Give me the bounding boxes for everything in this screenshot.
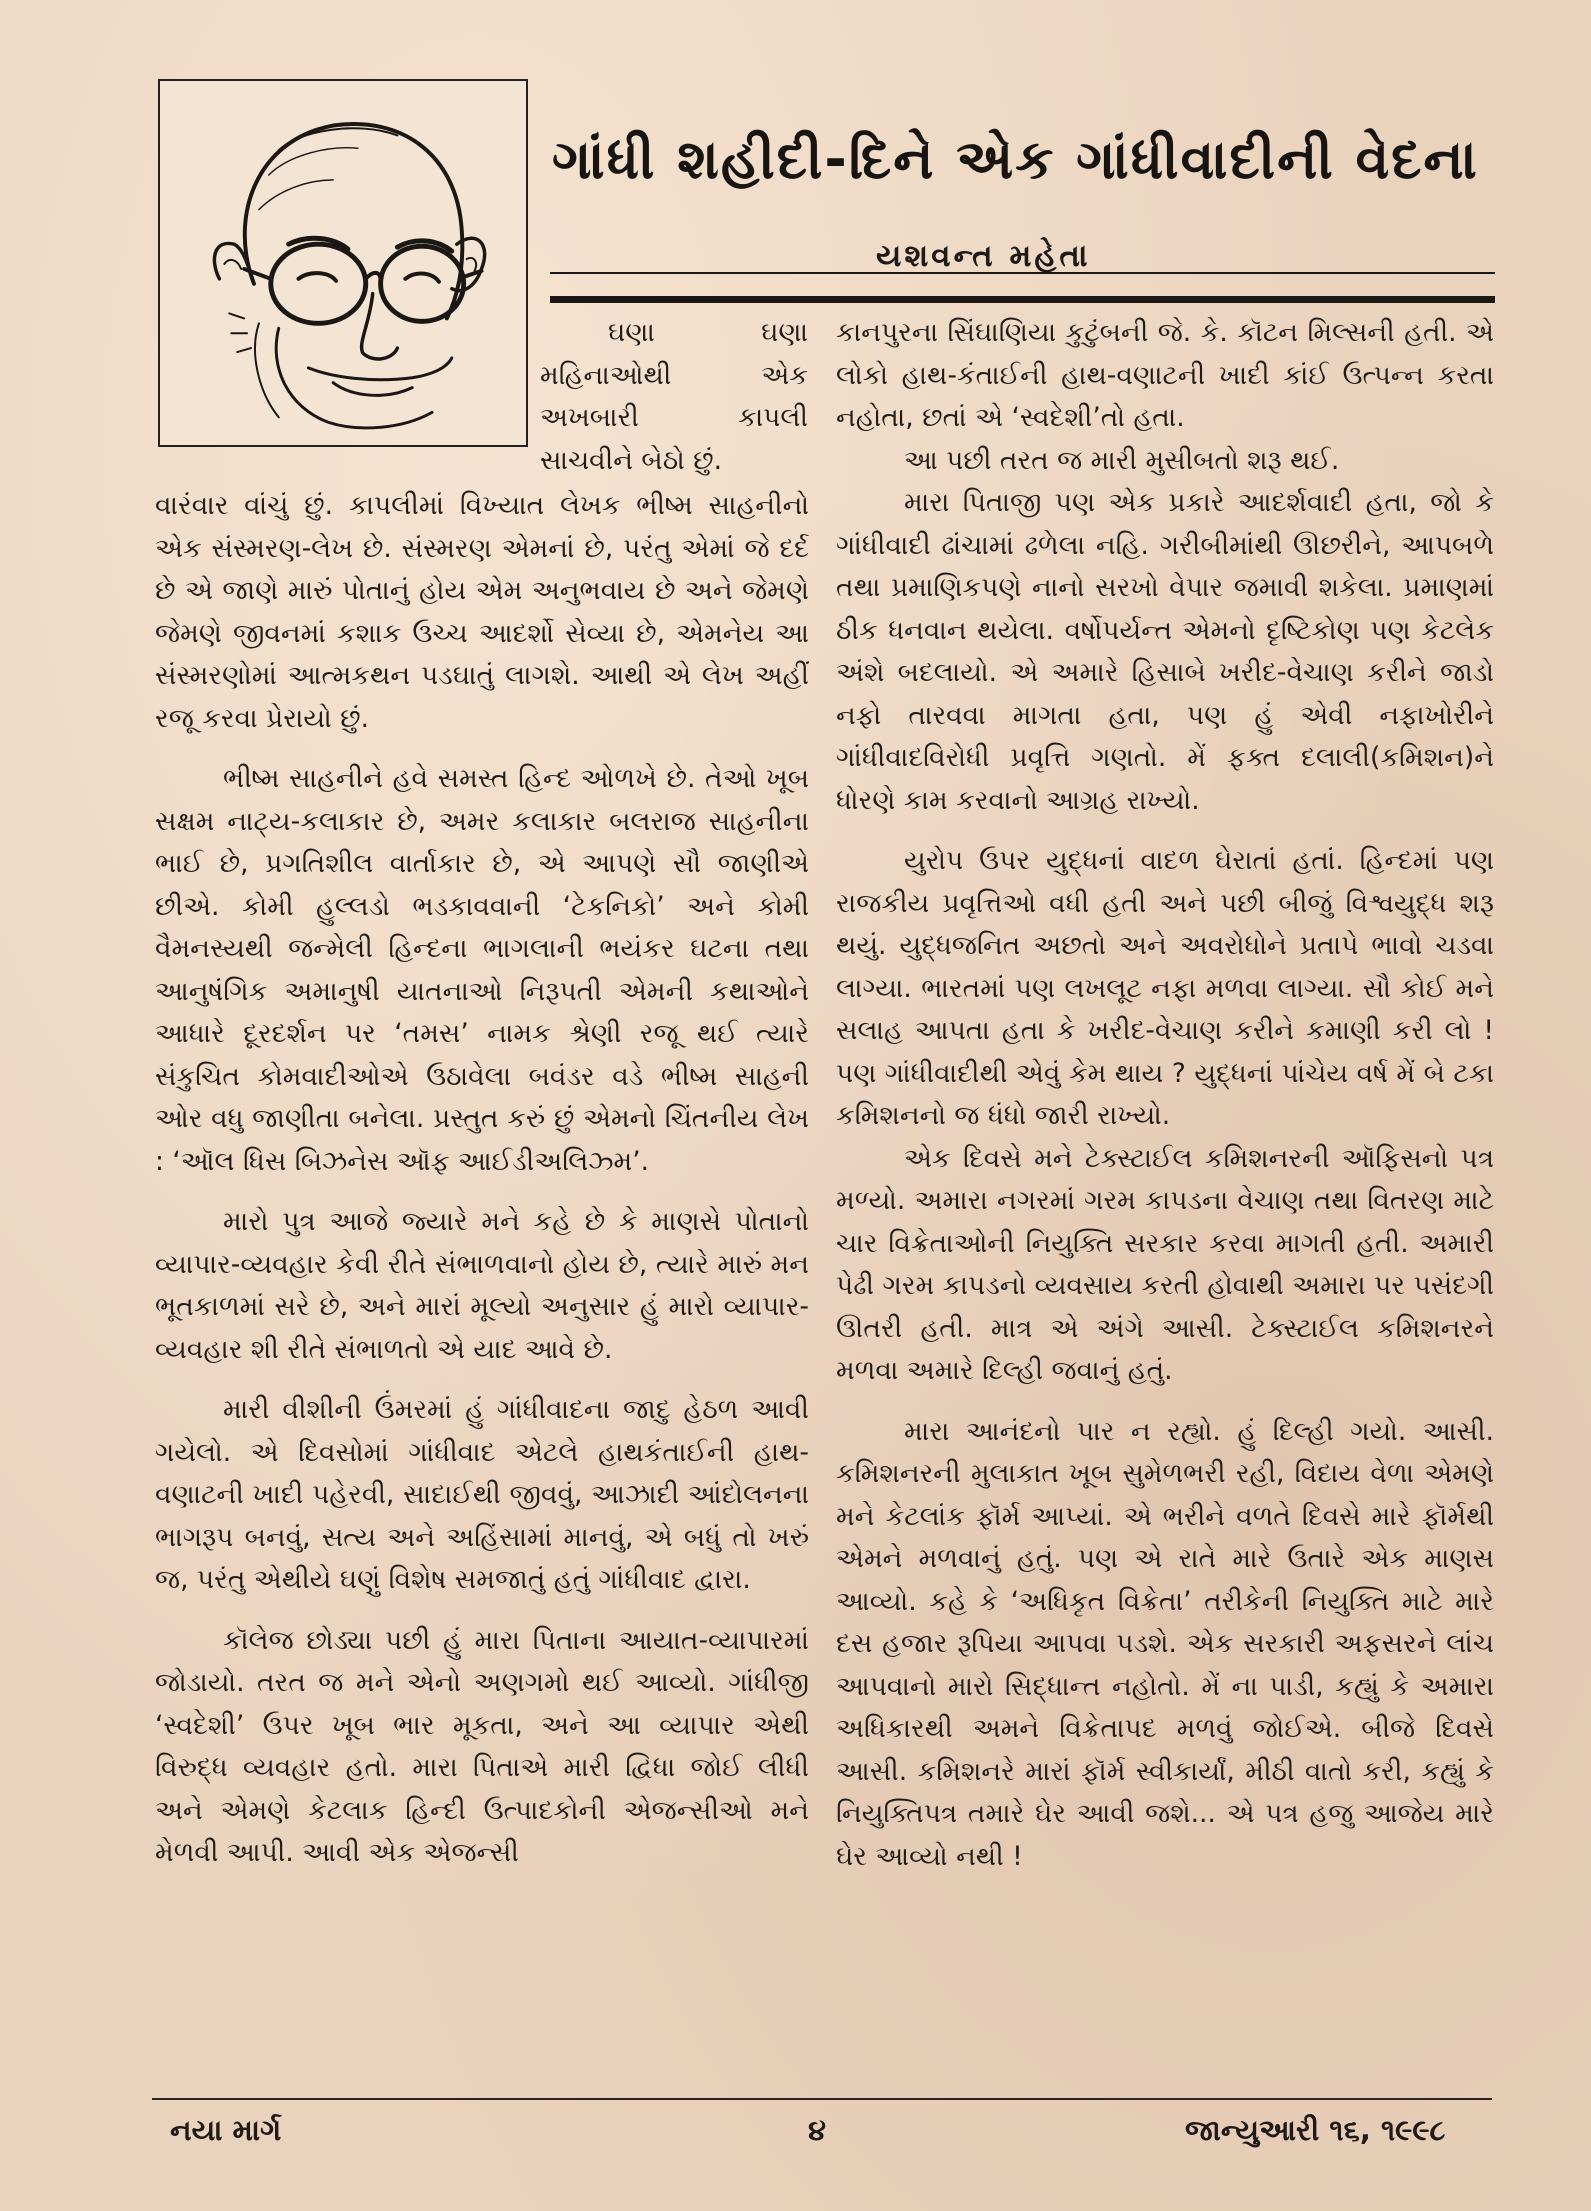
- right-column: [836, 312, 1494, 1878]
- issue-date: જાન્યુઆરી ૧૬, ૧૯૯૮: [1185, 2113, 1446, 2147]
- paragraph: આ પછી તરત જ મારી મુસીબતો શરૂ થઈ.: [904, 444, 1340, 476]
- paragraph: મારા આનંદનો પાર ન રહ્યો. હું દિલ્હી ગયો. આસી. કમિશનરની મુલાકાત ખૂબ સુમેળભરી રહી, વિદાય વેળા એમણે મને કેટલાંક ફૉર્મ આપ્યાં. એ ભરીને વળતે દિવસે મારે ફૉર્મથી એમને મળવાનું હતું. પણ એ રાતે મારે ઉતારે એક માણસ આવ્યો. કહે કે ‘અધિકૃત વિક્રેતા’ તરીકેની નિયુક્તિ માટે મારે દસ હજાર રૂપિયા આપવા પડશે. એક સરકારી અફસરને લાંચ આપવાનો મારો સિદ્ધાન્ત નહોતો. મેં ના પાડી, કહ્યું કે અમારા અધિકારથી અમને વિક્રેતાપદ મળવું જોઈએ. બીજે દિવસે આસી. કમિશનરે મારાં ફૉર્મ સ્વીકાર્યાં, મીઠી વાતો કરી, કહ્યું કે નિયુક્તિપત્ર તમારે ઘેર આવી જશે... એ પત્ર હજુ આજેય મારે ઘેર આવ્યો નથી !: [836, 1415, 1494, 1872]
- article-title: ગાંધી શહીદી-દિને એક ગાંધીવાદીની વેદના: [552, 128, 1479, 191]
- gandhi-sketch-icon: [160, 81, 526, 445]
- title-rule-thick: [550, 296, 1495, 303]
- paragraph: યુરોપ ઉપર યુદ્ધનાં વાદળ ઘેરાતાં હતાં. હિન્દમાં પણ રાજકીય પ્રવૃત્તિઓ વધી હતી અને પછી બીજું વિશ્વયુદ્ધ શરૂ થયું. યુદ્ધજનિત અછતો અને અવરોધોને પ્રતાપે ભાવો ચડવા લાગ્યા. ભારતમાં પણ લખલૂટ નફા મળવા લાગ્યા. સૌ કોઈ મને સલાહ આપતા હતા કે ખરીદ-વેચાણ કરીને કમાણી કરી લો ! પણ ગાંધીવાદીથી એવું કેમ થાય ? યુદ્ધનાં પાંચેય વર્ષ મેં બે ટકા કમિશનનો જ ધંધો જારી રાખ્યો.: [836, 845, 1494, 1131]
- opening-paragraph: ઘણા ઘણા મહિનાઓથી એક અખબારી કાપલી સાચવીને બેઠો છું.: [540, 317, 808, 476]
- portrait-illustration: [158, 79, 528, 447]
- paragraph: ભીષ્મ સાહનીને હવે સમસ્ત હિન્દ ઓળખે છે. તેઓ ખૂબ સક્ષમ નાટ્ય-કલાકાર છે, અમર કલાકાર બલરાજ સાહનીના ભાઈ છે, પ્રગતિશીલ વાર્તાકાર છે, એ આપણે સૌ જાણીએ છીએ. કોમી હુલ્લડો ભડકાવવાની ‘ટેકનિકો’ અને કોમી વૈમનસ્યથી જન્મેલી હિન્દના ભાગલાની ભયંકર ઘટના તથા આનુષંગિક અમાનુષી યાતનાઓ નિરૂપતી એમની કથાઓને આધારે દૂરદર્શન પર ‘તમસ’ નામક શ્રેણી રજૂ થઈ ત્યારે સંકુચિત કોમવાદીઓએ ઉઠાવેલા બવંડર વડે ભીષ્મ સાહની ઓર વધુ જાણીતા બનેલા. પ્રસ્તુત કરું છું એમનો ચિંતનીય લેખ : ‘ઑલ ધિસ બિઝનેસ ઑફ આઈડીઅલિઝ્મ’.: [155, 763, 809, 1177]
- left-column: [155, 485, 809, 1875]
- paragraph: મારા પિતાજી પણ એક પ્રકારે આદર્શવાદી હતા, જો કે ગાંધીવાદી ઢાંચામાં ઢળેલા નહિ. ગરીબીમાંથી ઊછરીને, આપબળે તથા પ્રમાણિકપણે નાનો સરખો વેપાર જમાવી શકેલા. પ્રમાણમાં ઠીક ધનવાન થયેલા. વર્ષોપર્યન્ત એમનો દૃષ્ટિકોણ પણ કેટલેક અંશે બદલાયો. એ અમારે હિસાબે ખરીદ-વેચાણ કરીને જાડો નફો તારવવા માગતા હતા, પણ હું એવી નફાખોરીને ગાંધીવાદવિરોધી પ્રવૃત્તિ ગણતો. મેં ફક્ત દલાલી(કમિશન)ને ધોરણે કામ કરવાનો આગ્રહ રાખ્યો.: [836, 487, 1494, 816]
- footer-rule: [152, 2098, 1492, 2100]
- paragraph: મારી વીશીની ઉંમરમાં હું ગાંધીવાદના જાદુ હેઠળ આવી ગયેલો. એ દિવસોમાં ગાંધીવાદ એટલે હાથકંતાઈની હાથ-વણાટની ખાદી પહેરવી, સાદાઈથી જીવવું, આઝાદી આંદોલનના ભાગરૂપ બનવું, સત્ય અને અહિંસામાં માનવું, એ બધું તો ખરું જ, પરંતુ એથીયે ઘણું વિશેષ સમજાતું હતું ગાંધીવાદ દ્વારા.: [155, 1394, 809, 1595]
- article-author: યશવન્ત મહેતા: [876, 238, 1091, 274]
- paragraph: એક દિવસે મને ટેક્સ્ટાઈલ કમિશનરની ઑફિસનો પત્ર મળ્યો. અમારા નગરમાં ગરમ કાપડના વેચાણ તથા વિતરણ માટે ચાર વિક્રેતાઓની નિયુક્તિ સરકાર કરવા માગતી હતી. અમારી પેઢી ગરમ કાપડનો વ્યવસાય કરતી હોવાથી અમારા પર પસંદગી ઊતરી હતી. માત્ર એ અંગે આસી. ટેક્સ્ટાઈલ કમિશનરને મળવા અમારે દિલ્હી જવાનું હતું.: [836, 1142, 1494, 1386]
- page-number: ૪: [808, 2113, 826, 2147]
- paragraph: મારો પુત્ર આજે જ્યારે મને કહે છે કે માણસે પોતાનો વ્યાપાર-વ્યવહાર કેવી રીતે સંભાળવાનો હોય છે, ત્યારે મારું મન ભૂતકાળમાં સરે છે, અને મારાં મૂલ્યો અનુસાર હું મારો વ્યાપાર-વ્યવહાર શી રીતે સંભાળતો એ યાદ આવે છે.: [155, 1206, 810, 1365]
- paragraph: કૉલેજ છોડ્યા પછી હું મારા પિતાના આયાત-વ્યાપારમાં જોડાયો. તરત જ મને એનો અણગમો થઈ આવ્યો. ગાંધીજી ‘સ્વદેશી’ ઉપર ખૂબ ભાર મૂકતા, અને આ વ્યાપાર એથી વિરુદ્ધ વ્યવહાર હતો. મારા પિતાએ મારી દ્વિધા જોઈ લીધી અને એમણે કેટલાક હિન્દી ઉત્પાદકોની એજન્સીઓ મને મેળવી આપી. આવી એક એજન્સી: [155, 1624, 809, 1868]
- magazine-name: નયા માર્ગ: [170, 2113, 282, 2147]
- paragraph: વારંવાર વાંચું છું. કાપલીમાં વિખ્યાત લેખક ભીષ્મ સાહનીનો એક સંસ્મરણ-લેખ છે. સંસ્મરણ એમનાં છે, પરંતુ એમાં જે દર્દ છે એ જાણે મારું પોતાનું હોય એમ અનુભવાય છે અને જેમણે જેમણે જીવનમાં કશાક ઉચ્ચ આદર્શો સેવ્યા છે, એમનેય આ સંસ્મરણોમાં આત્મકથન પડઘાતું લાગશે. આથી એ લેખ અહીં રજૂ કરવા પ્રેરાયો છું.: [155, 490, 809, 734]
- paragraph: કાનપુરના સિંઘાણિયા કુટુંબની જે. કે. કૉટન મિલ્સની હતી. એ લોકો હાથ-કંતાઈની હાથ-વણાટની ખાદી કાંઈ ઉત્પન્ન કરતા નહોતા, છતાં એ ‘સ્વદેશી’તો હતા.: [836, 317, 1494, 433]
- article-opening: [540, 312, 808, 482]
